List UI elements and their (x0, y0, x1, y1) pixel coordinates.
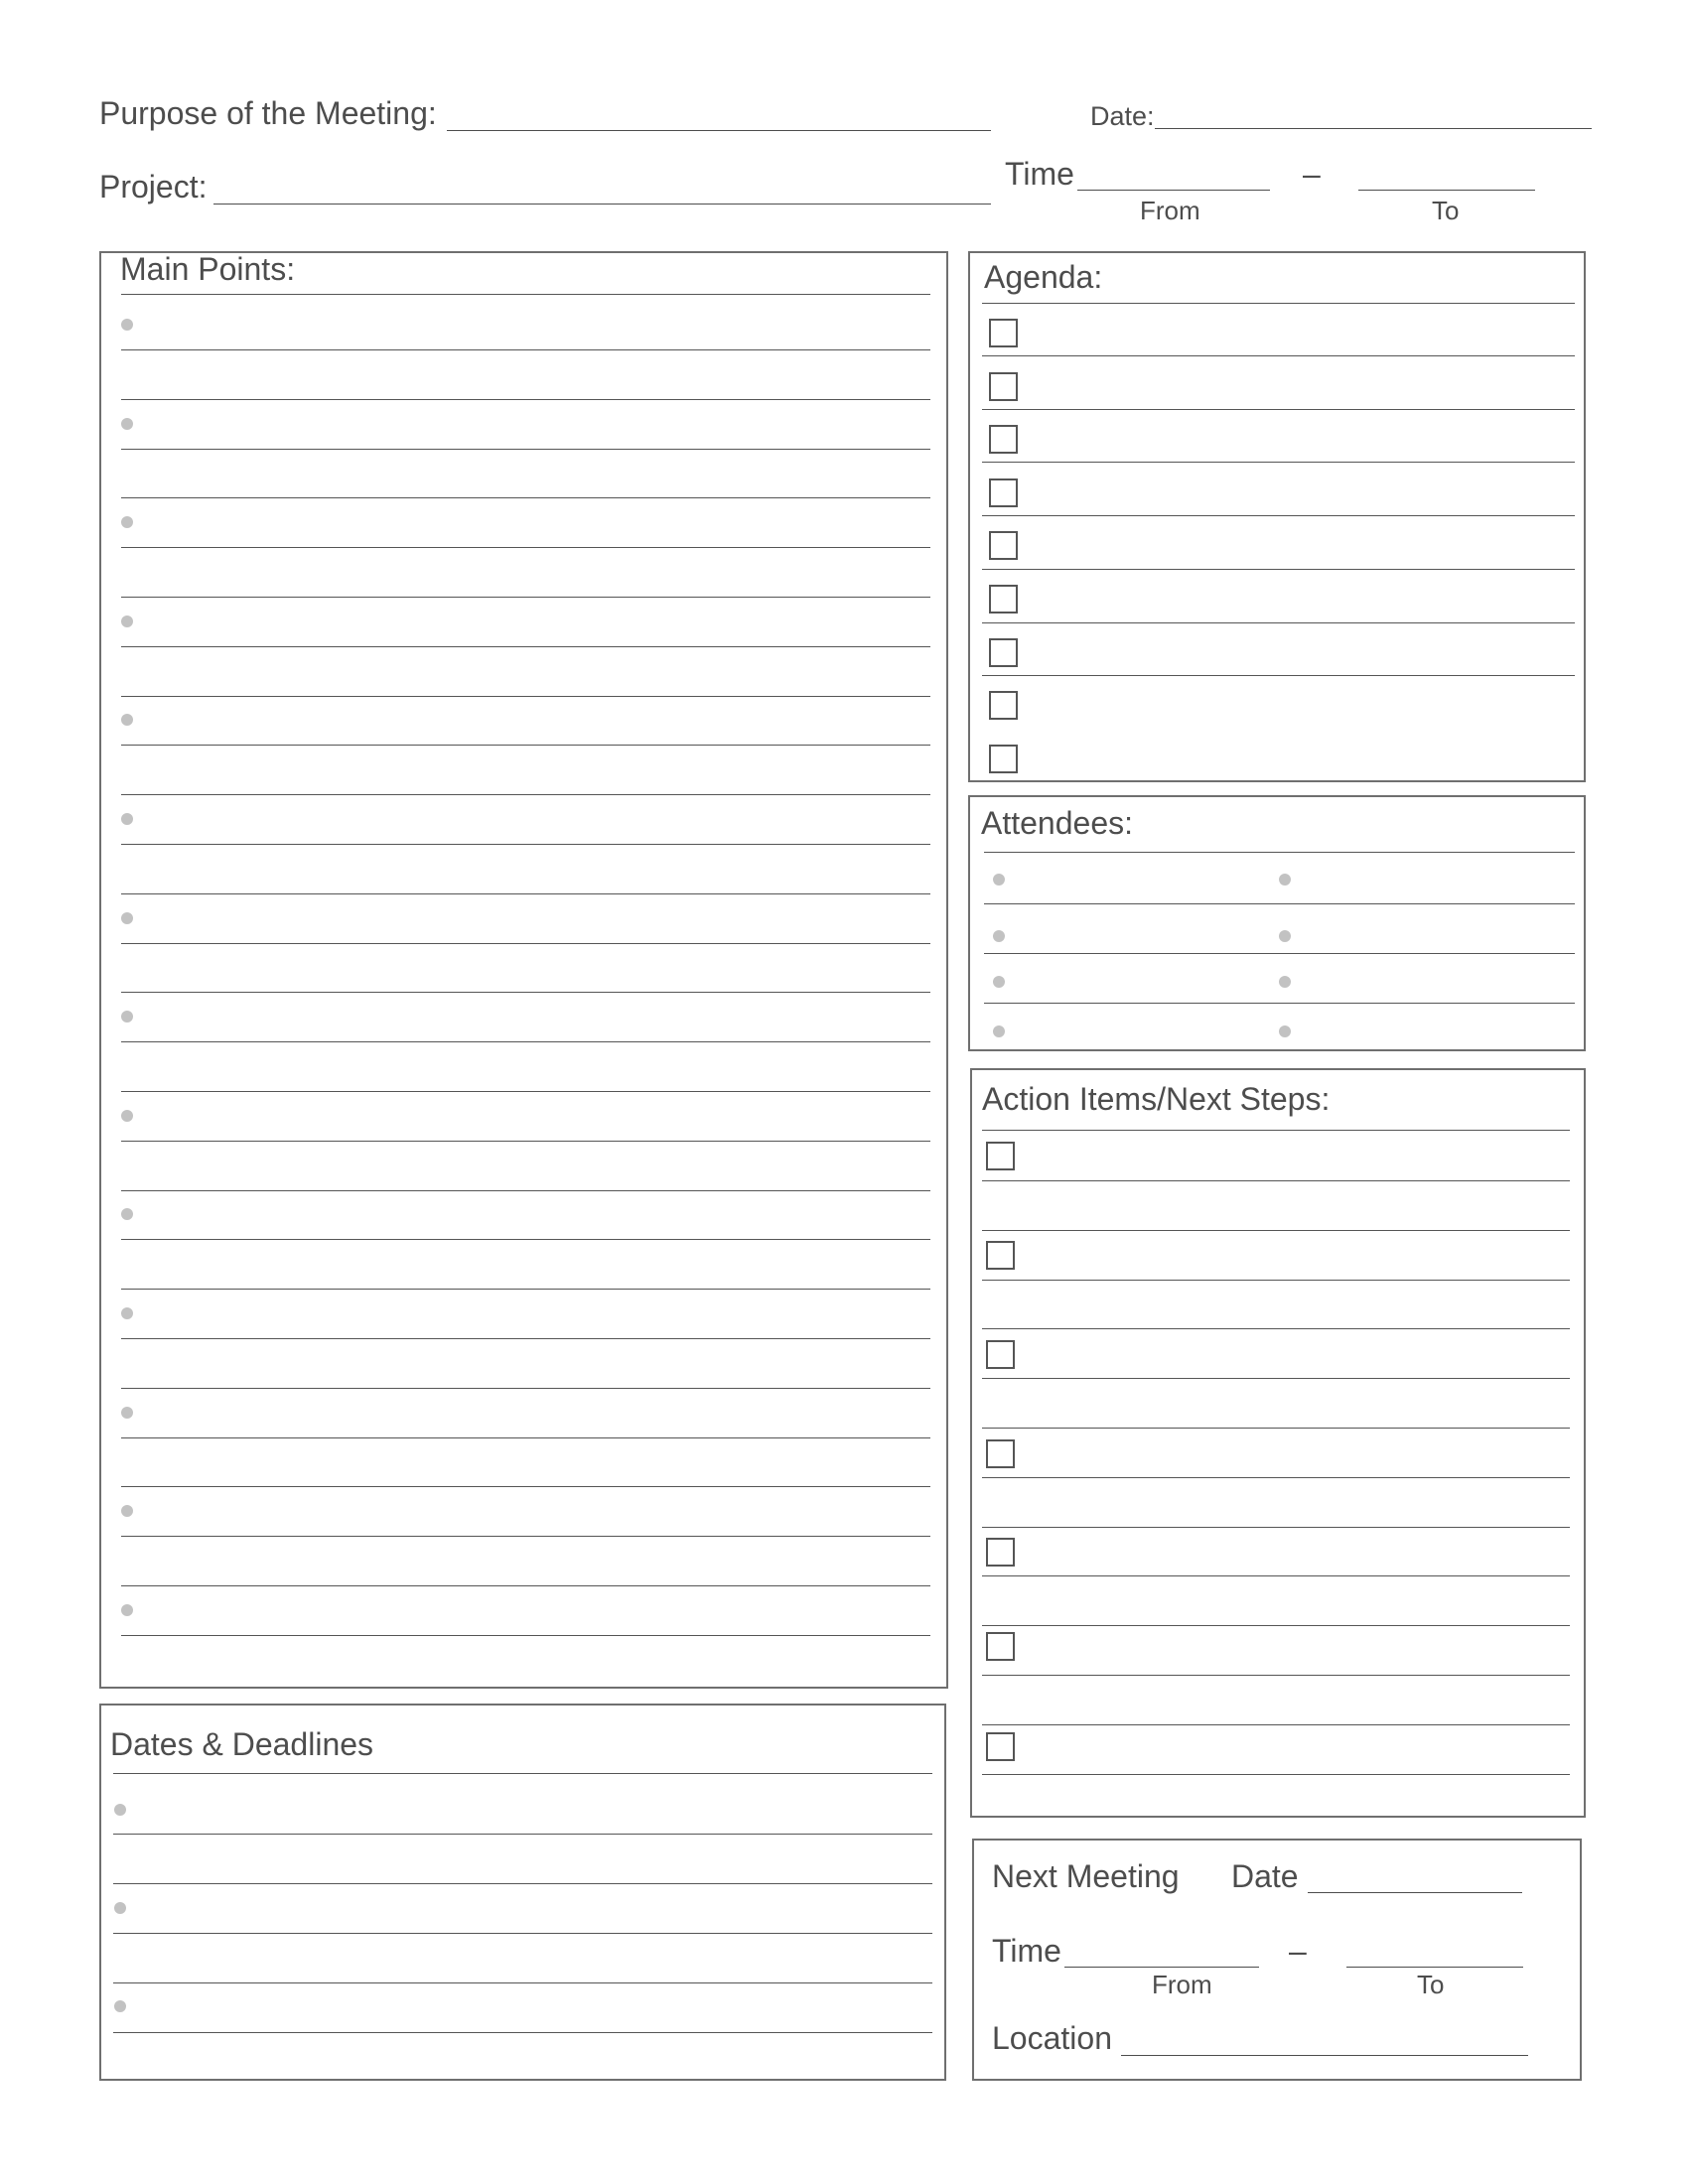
main-points-title-rule (121, 294, 930, 295)
writing-line[interactable] (113, 1933, 932, 1934)
action-item-checkbox[interactable] (986, 1340, 1015, 1369)
writing-line[interactable] (121, 1091, 930, 1092)
agenda-line[interactable] (982, 622, 1575, 623)
bullet-dot (121, 615, 133, 627)
agenda-checkbox[interactable] (989, 372, 1018, 401)
bullet-dot (114, 1902, 126, 1914)
writing-line[interactable] (121, 1437, 930, 1438)
agenda-line[interactable] (982, 569, 1575, 570)
writing-line[interactable] (121, 497, 930, 498)
agenda-checkbox[interactable] (989, 425, 1018, 454)
dates-deadlines-title-rule (113, 1773, 932, 1774)
bullet-dot (993, 976, 1005, 988)
writing-line[interactable] (121, 1338, 930, 1339)
time-to-caption: To (1432, 196, 1460, 225)
writing-line[interactable] (121, 597, 930, 598)
writing-line[interactable] (982, 1724, 1570, 1725)
agenda-checkbox[interactable] (989, 585, 1018, 614)
writing-line[interactable] (121, 399, 930, 400)
agenda-line[interactable] (982, 515, 1575, 516)
writing-line[interactable] (121, 1536, 930, 1537)
writing-line[interactable] (121, 646, 930, 647)
time-from-field[interactable] (1077, 190, 1270, 191)
attendees-line[interactable] (984, 903, 1575, 904)
bullet-dot (114, 1804, 126, 1816)
next-meeting-time-dash: – (1289, 1933, 1307, 1969)
writing-line[interactable] (121, 1041, 930, 1042)
agenda-box (968, 251, 1586, 782)
action-item-checkbox[interactable] (986, 1732, 1015, 1761)
writing-line[interactable] (982, 1625, 1570, 1626)
writing-line[interactable] (121, 1239, 930, 1240)
dates-deadlines-box (99, 1704, 946, 2081)
writing-line[interactable] (982, 1774, 1570, 1775)
project-label: Project: (99, 169, 208, 205)
attendees-box (968, 795, 1586, 1051)
time-to-field[interactable] (1358, 190, 1535, 191)
attendees-line[interactable] (984, 852, 1575, 853)
next-meeting-location-label: Location (992, 2020, 1112, 2056)
bullet-dot (121, 813, 133, 825)
agenda-checkbox[interactable] (989, 531, 1018, 560)
writing-line[interactable] (121, 1486, 930, 1487)
agenda-line[interactable] (982, 303, 1575, 304)
agenda-checkbox[interactable] (989, 745, 1018, 773)
next-meeting-location-field[interactable] (1121, 2055, 1528, 2056)
agenda-checkbox[interactable] (989, 691, 1018, 720)
writing-line[interactable] (982, 1378, 1570, 1379)
next-meeting-time-from-field[interactable] (1064, 1967, 1259, 1968)
attendees-title: Attendees: (981, 805, 1133, 841)
writing-line[interactable] (113, 1982, 932, 1983)
agenda-line[interactable] (982, 355, 1575, 356)
bullet-dot (993, 1025, 1005, 1037)
bullet-dot (121, 418, 133, 430)
bullet-dot (121, 1604, 133, 1616)
bullet-dot (993, 874, 1005, 886)
attendees-line[interactable] (984, 1003, 1575, 1004)
writing-line[interactable] (121, 1190, 930, 1191)
writing-line[interactable] (121, 696, 930, 697)
bullet-dot (993, 930, 1005, 942)
bullet-dot (121, 1407, 133, 1419)
bullet-dot (121, 1307, 133, 1319)
next-meeting-time-label: Time (992, 1933, 1061, 1969)
next-meeting-from-caption: From (1152, 1970, 1212, 1999)
bullet-dot (1279, 874, 1291, 886)
bullet-dot (1279, 1025, 1291, 1037)
purpose-field[interactable] (447, 130, 991, 131)
bullet-dot (121, 1011, 133, 1023)
next-meeting-title: Next Meeting (992, 1858, 1180, 1894)
writing-line[interactable] (113, 1834, 932, 1835)
writing-line[interactable] (121, 1635, 930, 1636)
writing-line[interactable] (121, 893, 930, 894)
agenda-line[interactable] (982, 675, 1575, 676)
writing-line[interactable] (982, 1428, 1570, 1429)
project-field[interactable] (213, 204, 991, 205)
writing-line[interactable] (982, 1527, 1570, 1528)
action-item-checkbox[interactable] (986, 1632, 1015, 1661)
purpose-label: Purpose of the Meeting: (99, 95, 437, 131)
bullet-dot (121, 1110, 133, 1122)
writing-line[interactable] (113, 1883, 932, 1884)
writing-line[interactable] (982, 1180, 1570, 1181)
bullet-dot (1279, 930, 1291, 942)
writing-line[interactable] (121, 1388, 930, 1389)
writing-line[interactable] (982, 1280, 1570, 1281)
next-meeting-time-to-field[interactable] (1346, 1967, 1523, 1968)
action-item-checkbox[interactable] (986, 1241, 1015, 1270)
next-meeting-to-caption: To (1417, 1970, 1445, 1999)
bullet-dot (1279, 976, 1291, 988)
date-field[interactable] (1155, 128, 1592, 129)
writing-line[interactable] (121, 844, 930, 845)
writing-line[interactable] (982, 1230, 1570, 1231)
writing-line[interactable] (982, 1477, 1570, 1478)
attendees-line[interactable] (984, 953, 1575, 954)
agenda-line[interactable] (982, 462, 1575, 463)
dates-deadlines-title: Dates & Deadlines (110, 1726, 374, 1762)
writing-line[interactable] (121, 943, 930, 944)
writing-line[interactable] (982, 1675, 1570, 1676)
writing-line[interactable] (121, 1585, 930, 1586)
main-points-box (99, 251, 948, 1689)
writing-line[interactable] (121, 992, 930, 993)
time-dash: – (1303, 156, 1321, 192)
bullet-dot (121, 1208, 133, 1220)
writing-line[interactable] (121, 449, 930, 450)
writing-line[interactable] (982, 1575, 1570, 1576)
action-item-checkbox[interactable] (986, 1439, 1015, 1468)
next-meeting-date-label: Date (1231, 1858, 1299, 1894)
bullet-dot (121, 516, 133, 528)
writing-line[interactable] (121, 1289, 930, 1290)
action-item-checkbox[interactable] (986, 1538, 1015, 1567)
agenda-checkbox[interactable] (989, 478, 1018, 507)
date-label: Date: (1090, 101, 1155, 131)
next-meeting-box (972, 1839, 1582, 2081)
time-label: Time (1005, 156, 1074, 192)
agenda-line[interactable] (982, 409, 1575, 410)
bullet-dot (121, 319, 133, 331)
action-item-checkbox[interactable] (986, 1142, 1015, 1170)
bullet-dot (121, 912, 133, 924)
agenda-title: Agenda: (984, 259, 1103, 295)
action-items-box (970, 1068, 1586, 1818)
bullet-dot (114, 2000, 126, 2012)
agenda-checkbox[interactable] (989, 638, 1018, 667)
action-items-title-rule (982, 1130, 1570, 1131)
writing-line[interactable] (121, 745, 930, 746)
writing-line[interactable] (113, 2032, 932, 2033)
bullet-dot (121, 1505, 133, 1517)
next-meeting-date-field[interactable] (1308, 1892, 1522, 1893)
agenda-checkbox[interactable] (989, 319, 1018, 347)
main-points-title: Main Points: (120, 251, 296, 287)
writing-line[interactable] (121, 794, 930, 795)
writing-line[interactable] (121, 1141, 930, 1142)
bullet-dot (121, 714, 133, 726)
time-from-caption: From (1140, 196, 1200, 225)
writing-line[interactable] (121, 349, 930, 350)
action-items-title: Action Items/Next Steps: (982, 1081, 1331, 1117)
writing-line[interactable] (121, 547, 930, 548)
writing-line[interactable] (982, 1328, 1570, 1329)
